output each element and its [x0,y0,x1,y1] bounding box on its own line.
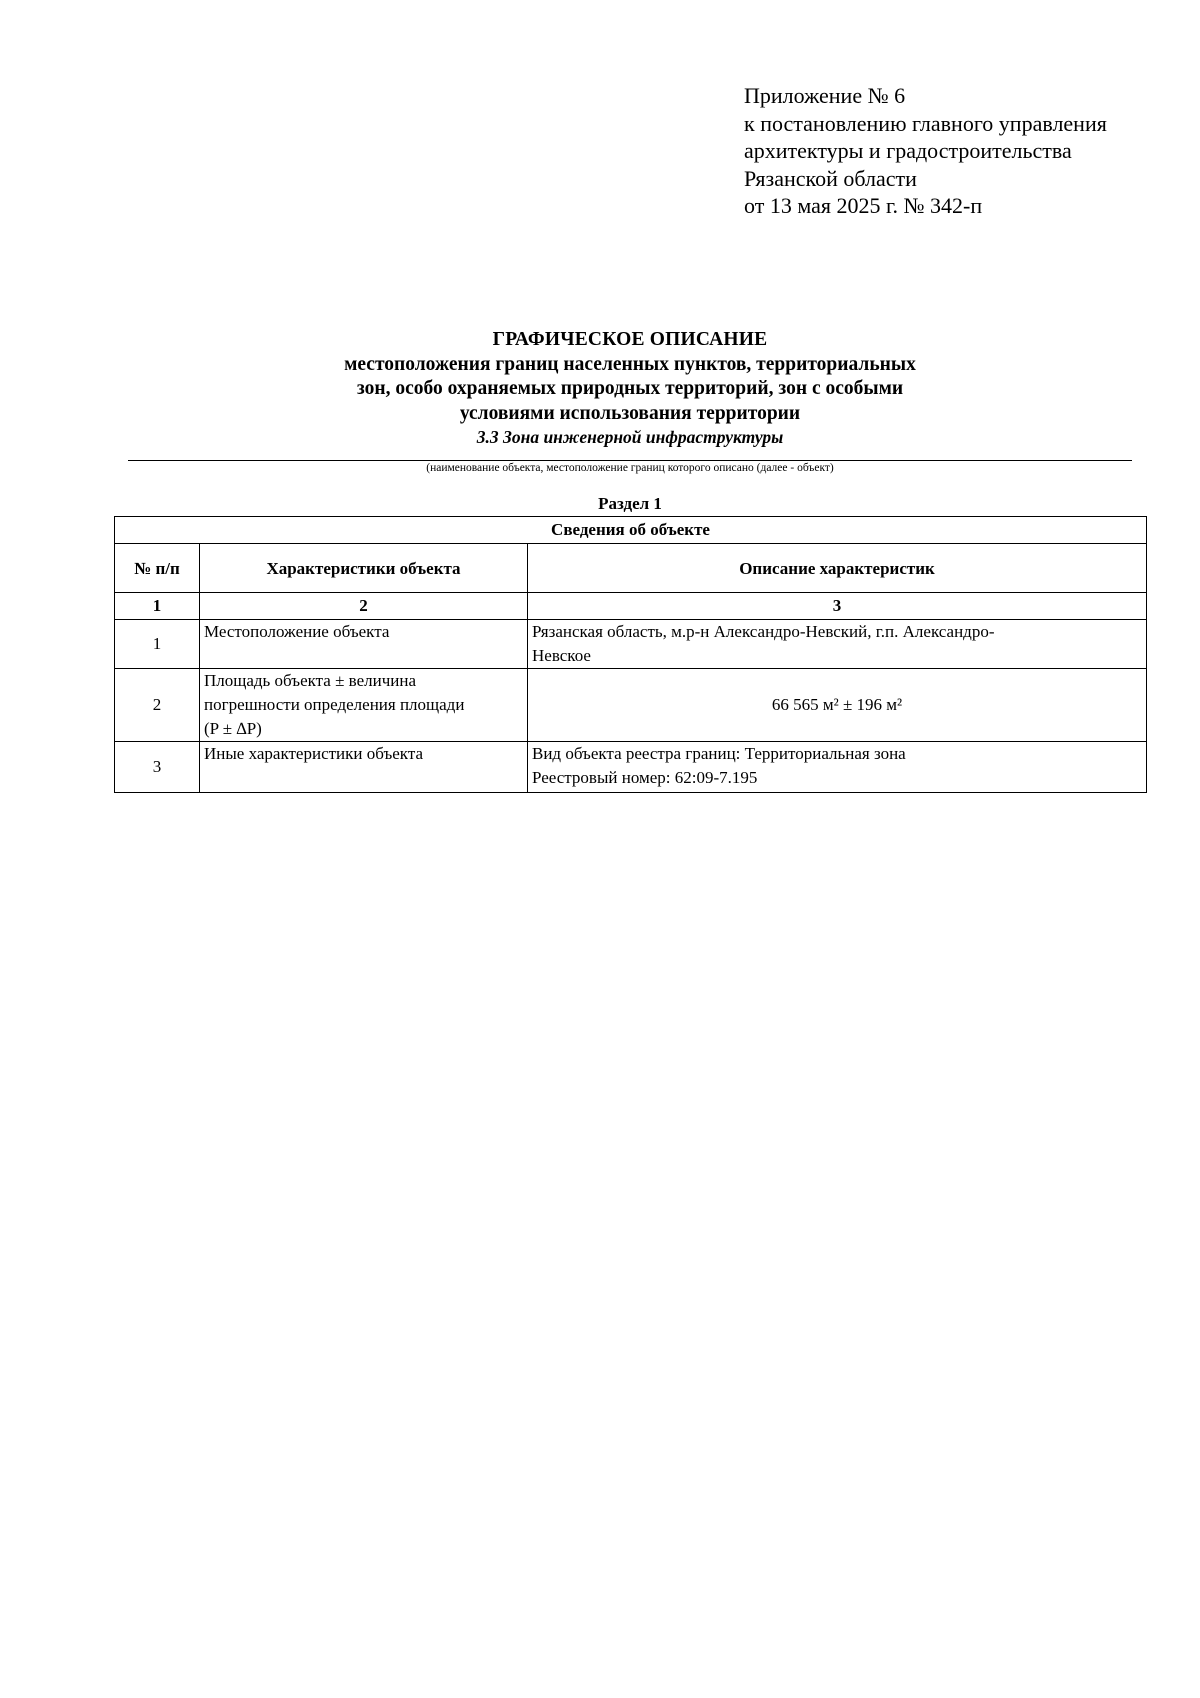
row-description: 66 565 м² ± 196 м² [528,669,1147,742]
characteristic-line: погрешности определения площади [204,695,465,714]
table-row [115,669,1147,742]
row-number: 2 [115,669,200,742]
header-num-label: № п/п [134,558,180,578]
header-characteristic: Характеристики объекта [200,544,528,593]
column-number-row [115,593,1147,620]
appendix-line: архитектуры и градостроительства [744,138,1072,163]
header-description: Описание характеристик [528,544,1147,593]
row-characteristic: Местоположение объекта [200,620,528,669]
header-num [115,544,200,593]
object-name: 3.3 Зона инженерной инфраструктуры [476,427,784,447]
column-number: 3 [528,593,1147,620]
document-title [128,328,1132,448]
characteristic-line: (P ± ∆P) [204,719,262,738]
title-subtitle-line: местоположения границ населенных пунктов, территориальных [344,353,916,375]
description-line: Рязанская область, м.р-н Александро-Невский, г.п. Александро- [532,622,995,641]
table-caption-row [115,517,1147,544]
appendix-header [744,82,1107,220]
appendix-line: от 13 мая 2025 г. № 342-п [744,193,983,218]
object-name-underline [128,460,1132,461]
table-row [115,742,1147,793]
appendix-line: к постановлению главного управления [744,110,1107,136]
table-row [115,620,1147,669]
description-line: Вид объекта реестра границ: Территориальная зона [532,744,906,763]
row-characteristic [200,669,528,742]
description-line: Реестровый номер: 62:09-7.195 [532,768,758,787]
appendix-line: Рязанской области [744,165,917,191]
row-description [528,742,1147,793]
appendix-line: Приложение № 6 [744,83,906,108]
description-line: Невское [532,646,591,665]
title-subtitle-line: зон, особо охраняемых природных территорий, зон с особыми [356,378,904,399]
object-info-table [114,516,1147,793]
row-characteristic: Иные характеристики объекта [200,742,528,793]
row-number: 1 [115,620,200,669]
section-title: Раздел 1 [598,494,662,513]
row-description [528,620,1147,669]
object-caption: (наименование объекта, местоположение границ которого описано (далее - объект) [426,462,834,474]
table-header-row [115,544,1147,593]
table-caption: Сведения об объекте [115,517,1147,544]
characteristic-line: Площадь объекта ± величина [204,671,417,690]
title-main: ГРАФИЧЕСКОЕ ОПИСАНИЕ [492,329,768,350]
row-number: 3 [115,742,200,793]
column-number: 2 [200,593,528,620]
title-subtitle-line: условиями использования территории [459,402,801,424]
column-number: 1 [115,593,200,620]
